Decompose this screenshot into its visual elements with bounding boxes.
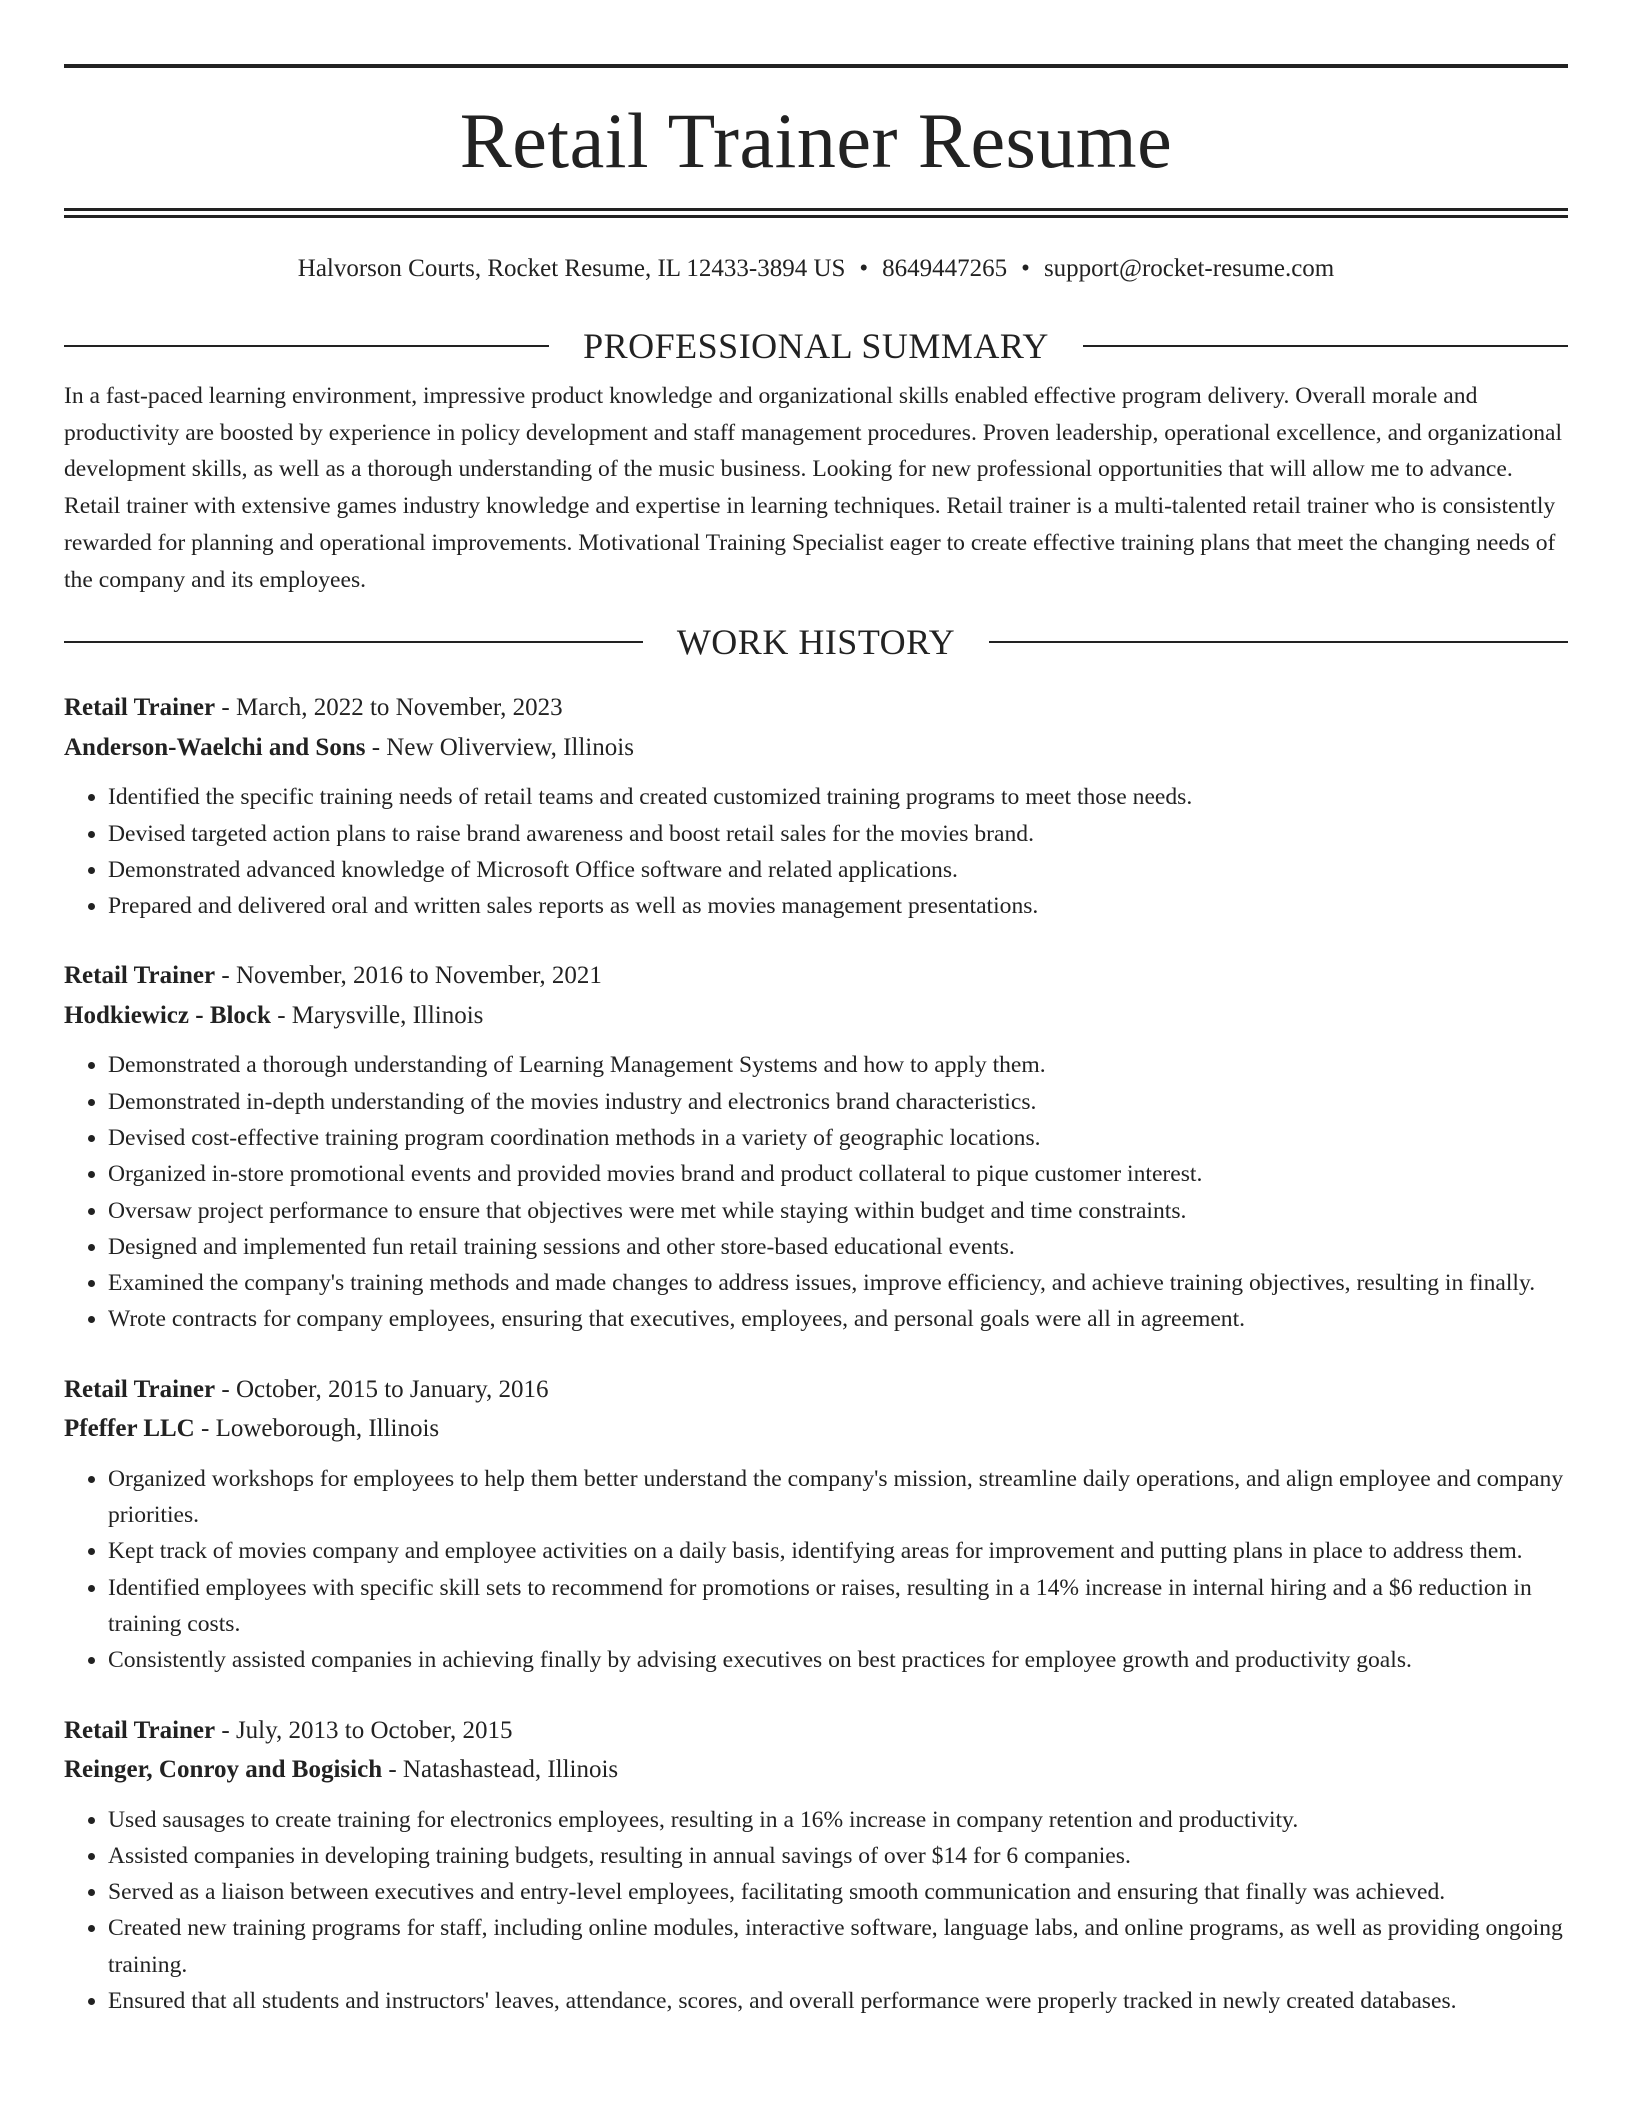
heading-rule-right [989,641,1568,643]
list-item: • Identified the specific training needs of retail teams and created customized training programs to meet those needs. [108,779,1568,815]
job-company: Hodkiewicz - Block [64,1001,271,1029]
heading-rule-left [64,345,549,347]
job-company: Reinger, Conroy and Bogisich [64,1756,383,1784]
page-title: Retail Trainer Resume [459,97,1173,184]
list-item: • Organized in-store promotional events and provided movies brand and product collateral to pique customer interest. [108,1156,1568,1192]
job-entry [64,688,1568,924]
list-item: • Consistently assisted companies in achieving finally by advising executives on best practices for employee growth and productivity goals. [108,1642,1568,1678]
list-item: • Examined the company's training methods and made changes to address issues, improve efficiency, and achieve training objectives, resulting in finally. [108,1265,1568,1301]
job-title-line [64,1711,1568,1751]
section-heading-summary [64,326,1568,366]
job-title: Retail Trainer [64,1375,216,1403]
contact-phone: 8649447265 [882,255,1008,282]
job-company-line [64,1409,1568,1449]
job-title: Retail Trainer [64,962,216,990]
job-location: - New Oliverview, Illinois [365,733,634,761]
title-double-rule [64,208,1568,218]
job-location: - Loweborough, Illinois [194,1415,440,1443]
job-bullets [64,1461,1568,1679]
job-dates: - July, 2013 to October, 2015 [215,1716,513,1744]
list-item: • Served as a liaison between executives and entry-level employees, facilitating smooth communication and ensuring that finally was achieved. [108,1874,1568,1910]
section-title: PROFESSIONAL SUMMARY [583,326,1049,366]
job-dates: - October, 2015 to January, 2016 [215,1375,549,1403]
section-title: WORK HISTORY [676,622,956,663]
job-company-line [64,728,1568,768]
job-dates: - March, 2022 to November, 2023 [215,694,563,722]
contact-separator: • [1021,255,1030,282]
list-item: • Created new training programs for staff, including online modules, interactive software, language labs, and online programs, as well as providing ongoing training. [108,1910,1568,1983]
job-company: Anderson-Waelchi and Sons [64,733,366,761]
resume-page [64,0,1568,2019]
job-bullets [64,779,1568,924]
list-item: • Devised targeted action plans to raise brand awareness and boost retail sales for the movies brand. [108,816,1568,852]
contact-separator: • [859,255,869,282]
job-bullets [64,1802,1568,2020]
list-item: • Assisted companies in developing training budgets, resulting in annual savings of over $14 for 6 companies. [108,1838,1568,1874]
list-item: • Ensured that all students and instructors' leaves, attendance, scores, and overall performance were properly tracked in newly created databases. [108,1983,1568,2019]
job-entry [64,1711,1568,2020]
list-item: • Prepared and delivered oral and written sales reports as well as movies management presentations. [108,888,1568,924]
job-company-line [64,996,1568,1036]
list-item: • Oversaw project performance to ensure that objectives were met while staying within budget and time constraints. [108,1193,1568,1229]
job-title-line [64,956,1568,996]
job-location: - Natashastead, Illinois [382,1756,619,1784]
list-item: • Organized workshops for employees to help them better understand the company's mission, streamline daily operations, and align employee and company priorities. [108,1461,1568,1534]
job-title: Retail Trainer [64,694,216,722]
list-item: • Wrote contracts for company employees, ensuring that executives, employees, and personal goals were all in agreement. [108,1301,1568,1337]
contact-email: support@rocket-resume.com [1043,255,1335,282]
job-title: Retail Trainer [64,1716,216,1744]
list-item: • Devised cost-effective training program coordination methods in a variety of geographic locations. [108,1120,1568,1156]
job-dates: - November, 2016 to November, 2021 [215,962,602,990]
job-title-line [64,688,1568,728]
job-entry [64,1370,1568,1679]
list-item: • Designed and implemented fun retail training sessions and other store-based educational events. [108,1229,1568,1265]
list-item: • Demonstrated advanced knowledge of Microsoft Office software and related applications. [108,852,1568,888]
job-location: - Marysville, Illinois [270,1001,484,1029]
work-history-list [64,688,1568,2019]
list-item: • Used sausages to create training for electronics employees, resulting in a 16% increase in company retention and productivity. [108,1802,1568,1838]
list-item: • Identified employees with specific skill sets to recommend for promotions or raises, resulting in a 14% increase in internal hiring and a $6 reduction in training costs. [108,1570,1568,1643]
job-company: Pfeffer LLC [64,1415,195,1443]
contact-line [64,254,1568,284]
job-bullets [64,1047,1568,1337]
list-item: • Kept track of movies company and employee activities on a daily basis, identifying areas for improvement and putting plans in place to address them. [108,1533,1568,1569]
list-item: • Demonstrated in-depth understanding of the movies industry and electronics brand characteristics. [108,1084,1568,1120]
job-company-line [64,1750,1568,1790]
heading-rule-right [1083,345,1568,347]
job-title-line [64,1370,1568,1410]
list-item: • Demonstrated a thorough understanding of Learning Management Systems and how to apply them. [108,1047,1568,1083]
summary-text: In a fast-paced learning environment, impressive product knowledge and organizational skills enabled effective program delivery. Overall morale and productivity are boosted by experience in policy development and staff management procedures. Proven leadership, operational excellence, and organizational development skills, as well as a thorough understanding of the music business. Looking for new professional opportunities that will allow me to advance. Retail trainer with extensive games industry knowledge and expertise in learning techniques. Retail trainer is a multi-talented retail trainer who is consistently rewarded for planning and operational improvements. Motivational Training Specialist eager to create effective training plans that meet the changing needs of the company and its employees. [64,383,1563,593]
heading-rule-left [64,641,643,643]
contact-address: Halvorson Courts, Rocket Resume, IL 12433-3894 US [297,255,846,282]
job-entry [64,956,1568,1337]
top-rule [64,64,1568,68]
section-heading-work-history [64,622,1568,662]
